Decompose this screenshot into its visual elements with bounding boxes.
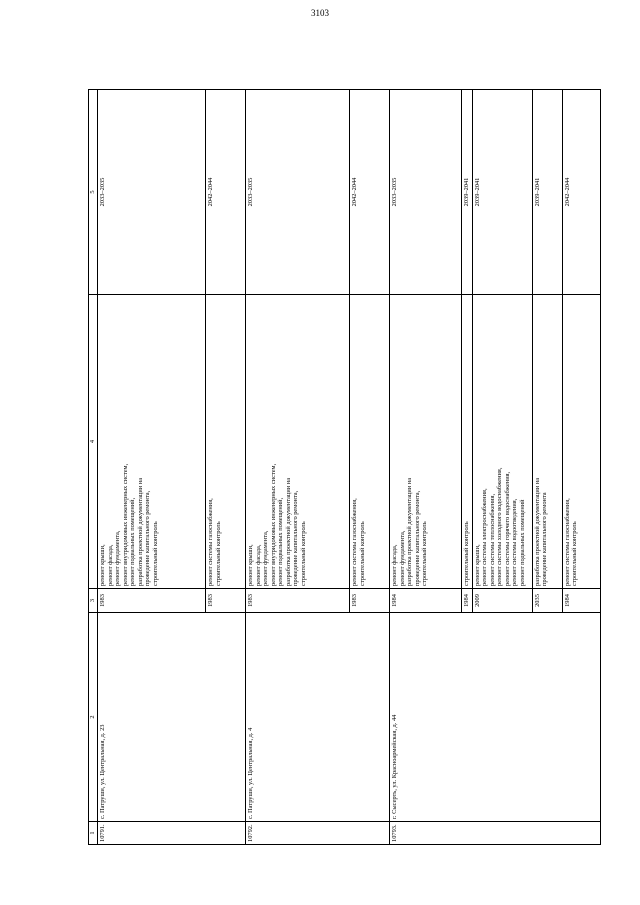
cell-period: 2042–2044 xyxy=(350,90,390,295)
table-row xyxy=(246,90,350,845)
work-item: ремонт крыши, xyxy=(99,544,106,586)
work-item: ремонт системы холодного водоснабжения, xyxy=(496,467,504,586)
work-item: строительный контроль xyxy=(214,521,222,586)
cell-works xyxy=(390,295,462,589)
work-item: ремонт системы электроснабжения, xyxy=(481,488,489,586)
header-col-1: 1 xyxy=(89,822,98,845)
work-item: разработка проектной документации на xyxy=(533,477,541,586)
work-item: ремонт системы теплоснабжения, xyxy=(488,493,496,586)
cell-number: 10793. xyxy=(390,822,601,845)
work-item: проведение капитального ремонта, xyxy=(413,490,421,586)
work-item: ремонт крыши, xyxy=(473,544,481,586)
cell-works xyxy=(532,295,562,589)
cell-year: 1984 xyxy=(462,589,473,613)
cell-year: 1983 xyxy=(98,589,206,613)
work-item: ремонт системы водоотведения, xyxy=(511,498,519,586)
work-item: ремонт фундамента, xyxy=(114,530,122,586)
header-col-3: 3 xyxy=(89,589,98,613)
cell-works xyxy=(98,295,206,589)
cell-period: 2042–2044 xyxy=(562,90,600,295)
cell-period: 2033–2035 xyxy=(98,90,206,295)
work-item: проведение капитального ремонта xyxy=(541,492,549,586)
header-col-5: 5 xyxy=(89,90,98,295)
cell-address: с. Патруши, ул. Центральная, д. 23 xyxy=(98,613,246,822)
work-item: ремонт внутридомовых инженерных систем, xyxy=(121,463,129,586)
cell-period: 2039–2041 xyxy=(472,90,532,295)
cell-year: 1983 xyxy=(206,589,246,613)
work-item: ремонт фундамента, xyxy=(398,530,406,586)
work-item: ремонт системы газоснабжения, xyxy=(351,498,358,586)
work-item: проведение капитального ремонта, xyxy=(292,490,300,586)
rotated-page xyxy=(88,90,579,845)
work-item: ремонт системы горячего водоснабжения, xyxy=(503,471,511,586)
work-item: разработка проектной документации на xyxy=(136,477,144,586)
page-number: 3103 xyxy=(311,8,329,18)
cell-works xyxy=(246,295,350,589)
work-item: строительный контроль xyxy=(151,521,159,586)
work-item: ремонт системы газоснабжения, xyxy=(563,498,571,586)
work-item: разработка проектной документации на xyxy=(284,477,292,586)
work-item: ремонт фасада, xyxy=(106,544,114,586)
cell-year: 1984 xyxy=(562,589,600,613)
cell-address: г. Сысерть, ул. Красноармейская, д. 44 xyxy=(390,613,601,822)
header-row xyxy=(89,90,98,845)
work-item: разработка проектной документации на xyxy=(406,477,414,586)
work-item: ремонт внутридомовых инженерных систем, xyxy=(269,463,277,586)
work-item: ремонт подвальных помещений, xyxy=(277,497,285,586)
work-item: строительный контроль xyxy=(463,521,470,586)
table-row xyxy=(98,90,206,845)
cell-works xyxy=(462,295,473,589)
work-item: строительный контроль xyxy=(299,521,307,586)
work-item: ремонт подвальных помещений, xyxy=(129,497,137,586)
cell-year: 1984 xyxy=(390,589,462,613)
cell-year: 1983 xyxy=(246,589,350,613)
cell-year: 2009 xyxy=(472,589,532,613)
work-item: проведение капитального ремонта, xyxy=(144,490,152,586)
work-item: строительный контроль xyxy=(358,521,366,586)
work-item: ремонт фасада, xyxy=(391,544,398,586)
work-item: ремонт подвальных помещений xyxy=(518,499,526,586)
header-col-2: 2 xyxy=(89,613,98,822)
work-item: ремонт фундамента, xyxy=(262,530,270,586)
cell-year: 2035 xyxy=(532,589,562,613)
work-item: ремонт системы газоснабжения, xyxy=(207,498,214,586)
cell-number: 10792. xyxy=(246,822,390,845)
cell-year: 1983 xyxy=(350,589,390,613)
cell-number: 10791. xyxy=(98,822,246,845)
work-item: строительный контроль xyxy=(421,521,429,586)
work-item: ремонт крыши, xyxy=(247,544,254,586)
cell-works xyxy=(472,295,532,589)
cell-works xyxy=(350,295,390,589)
table-row xyxy=(390,90,462,845)
cell-period: 2033–2035 xyxy=(390,90,462,295)
cell-works xyxy=(562,295,600,589)
work-item: ремонт фасада, xyxy=(254,544,262,586)
cell-period: 2033–2035 xyxy=(246,90,350,295)
cell-period: 2042–2044 xyxy=(206,90,246,295)
repair-schedule-table xyxy=(88,89,601,845)
table-body xyxy=(98,90,601,845)
cell-address: с. Патруши, ул. Центральная, д. 4 xyxy=(246,613,390,822)
header-col-4: 4 xyxy=(89,295,98,589)
cell-period: 2039–2041 xyxy=(532,90,562,295)
cell-period: 2039–2041 xyxy=(462,90,473,295)
work-item: строительный контроль xyxy=(571,521,579,586)
cell-works xyxy=(206,295,246,589)
